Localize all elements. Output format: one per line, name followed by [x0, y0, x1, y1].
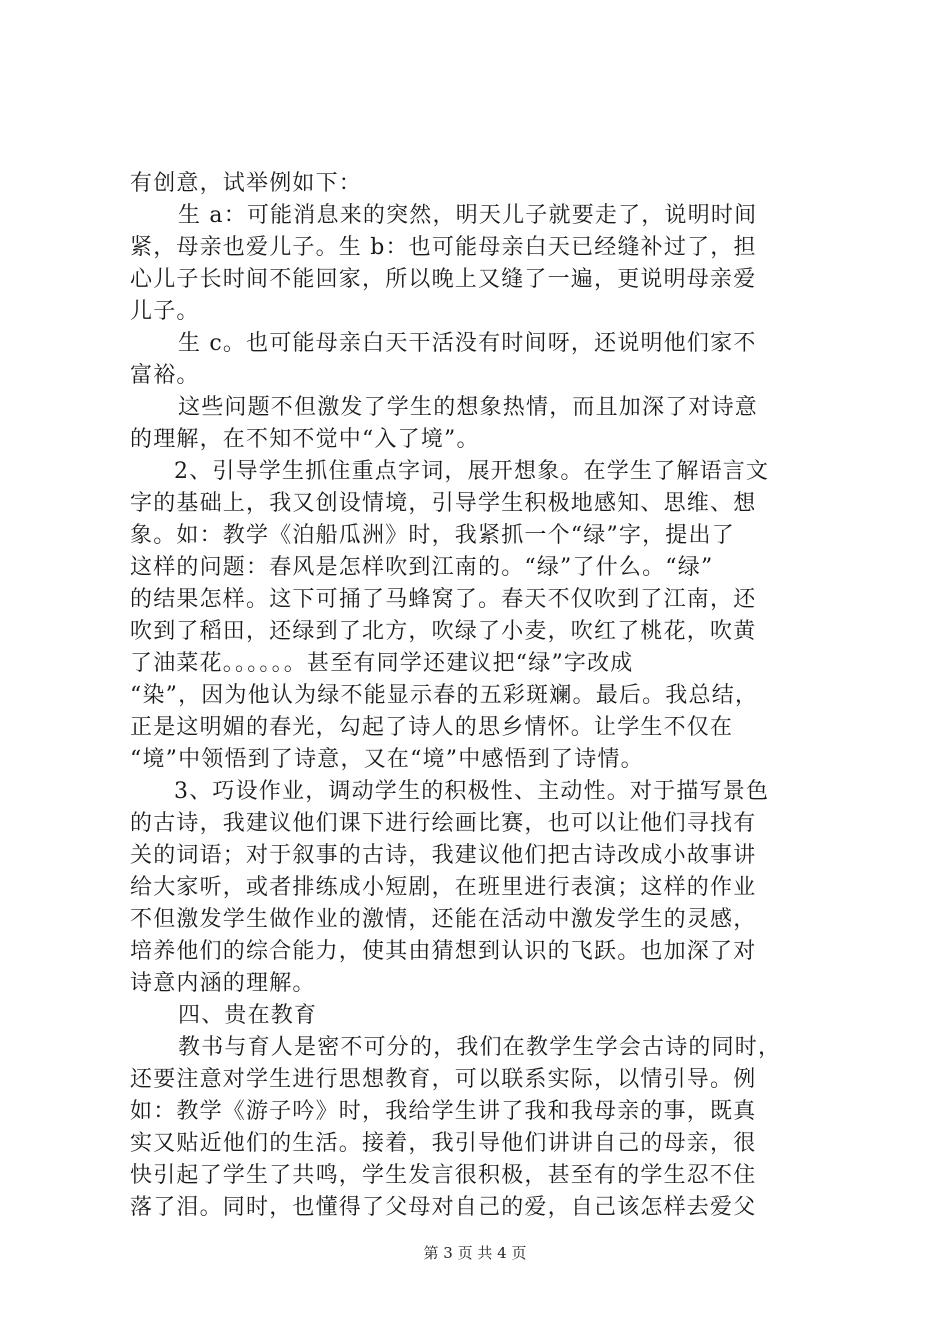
text-line: 富裕。 [130, 363, 200, 388]
text-line: 象。如：教学《泊船瓜洲》时，我紧抓一个“绿”字，提出了 [130, 523, 735, 548]
text-line: 给大家听，或者排练成小短剧，在班里进行表演；这样的作业 [130, 875, 757, 900]
text-line: “染”，因为他认为绿不能显示春的五彩斑斓。最后。我总结， [130, 683, 759, 708]
section-heading: 四、贵在教育 [178, 1003, 318, 1028]
text-line: 的结果怎样。这下可捅了马蜂窝了。春天不仅吹到了江南，还 [130, 587, 757, 612]
text-line: 的古诗，我建议他们课下进行绘画比赛，也可以让他们寻找有 [130, 811, 757, 836]
text-line: 有创意，试举例如下： [130, 171, 363, 196]
text-line: 不但激发学生做作业的激情，还能在活动中激发学生的灵感， [130, 907, 757, 932]
page-number-footer: 第 3 页 共 4 页 [423, 1244, 527, 1262]
text-line: 落了泪。同时，也懂得了父母对自己的爱，自己该怎样去爱父 [130, 1195, 757, 1220]
text-line: 紧，母亲也爱儿子。生 b：也可能母亲白天已经缝补过了，担 [130, 235, 757, 260]
text-line: 诗意内涵的理解。 [130, 971, 316, 996]
text-line: 心儿子长时间不能回家，所以晚上又缝了一遍，更说明母亲爱 [130, 267, 757, 292]
text-line: 正是这明媚的春光，勾起了诗人的思乡情怀。让学生不仅在 [130, 715, 734, 740]
text-line: 培养他们的综合能力，使其由猜想到认识的飞跃。也加深了对 [130, 939, 757, 964]
text-line: 吹到了稻田，还绿到了北方，吹绿了小麦，吹红了桃花，吹黄 [130, 619, 757, 644]
text-line: 还要注意对学生进行思想教育，可以联系实际，以情引导。例 [130, 1067, 757, 1092]
text-line: 了油菜花。。。。。。甚至有同学还建议把“绿”字改成 [130, 651, 634, 676]
text-line: 实又贴近他们的生活。接着，我引导他们讲讲自己的母亲，很 [130, 1131, 757, 1156]
text-line: 生 a：可能消息来的突然，明天儿子就要走了，说明时间 [178, 203, 758, 228]
text-line: 教书与育人是密不可分的，我们在教学生学会古诗的同时， [178, 1035, 782, 1060]
text-line: “境”中领悟到了诗意，又在“境”中感悟到了诗情。 [130, 747, 644, 772]
text-line: 关的词语；对于叙事的古诗，我建议他们把古诗改成小故事讲 [130, 843, 757, 868]
text-line: 生 c。也可能母亲白天干活没有时间呀，还说明他们家不 [178, 331, 757, 356]
text-line: 如：教学《游子吟》时，我给学生讲了我和我母亲的事，既真 [130, 1099, 757, 1124]
text-line: 快引起了学生了共鸣，学生发言很积极，甚至有的学生忍不住 [130, 1163, 757, 1188]
text-line: 这样的问题：春风是怎样吹到江南的。“绿”了什么。“绿” [130, 555, 714, 580]
text-line: 字的基础上，我又创设情境，引导学生积极地感知、思维、想 [130, 491, 757, 516]
text-line: 的理解，在不知不觉中“入了境”。 [130, 427, 480, 452]
text-line: 3、巧设作业，调动学生的积极性、主动性。对于描写景色 [174, 779, 770, 804]
document-body [130, 168, 830, 1224]
text-line: 儿子。 [130, 299, 200, 324]
text-line: 这些问题不但激发了学生的想象热情，而且加深了对诗意 [178, 395, 759, 420]
text-line: 2、引导学生抓住重点字词，展开想象。在学生了解语言文 [174, 459, 770, 484]
